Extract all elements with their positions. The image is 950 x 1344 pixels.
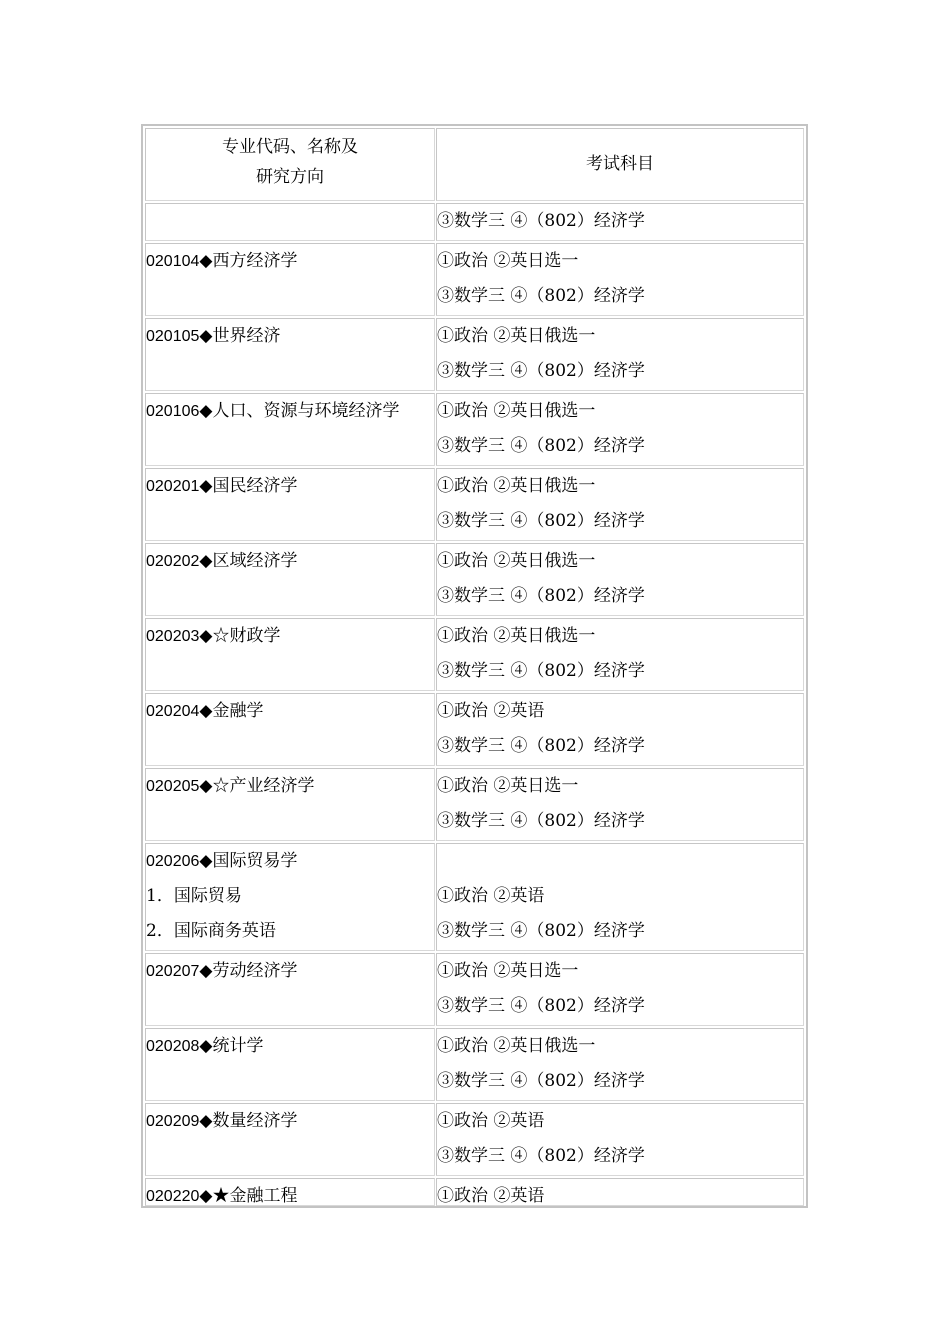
- exam-subject-line: ③数学三 ④（802）经济学: [437, 286, 645, 306]
- major-name: ◆金融学: [199, 701, 264, 721]
- major-code: 020201: [146, 478, 200, 495]
- exam-subject-line: ③数学三 ④（802）经济学: [437, 1071, 645, 1091]
- exam-subject-line: ①政治 ②英日选一: [437, 776, 579, 796]
- major-title: [146, 619, 434, 654]
- exam-subjects-cell: [436, 953, 804, 1026]
- header-exam-label: 考试科目: [586, 154, 654, 174]
- major-name: ◆国民经济学: [199, 476, 298, 496]
- table-row: [143, 1176, 806, 1206]
- major-name: ◆☆产业经济学: [199, 776, 315, 796]
- exam-subject-line: [437, 844, 803, 879]
- table-row: [143, 841, 806, 951]
- major-title: [146, 954, 434, 989]
- table-row: [143, 241, 806, 316]
- exam-subjects-cell: [436, 393, 804, 466]
- exam-subjects-cell: [436, 1178, 804, 1206]
- table-row: [143, 466, 806, 541]
- exam-subject-line: ①政治 ②英日选一: [437, 961, 579, 981]
- table-row: [143, 1101, 806, 1176]
- exam-subject-line: ③数学三 ④（802）经济学: [437, 921, 645, 941]
- exam-subject-line: ③数学三 ④（802）经济学: [437, 361, 645, 381]
- major-code: 020204: [146, 703, 200, 720]
- research-direction: 1．国际贸易: [146, 886, 242, 906]
- table-row: [143, 616, 806, 691]
- exam-subject-line: ①政治 ②英日俄选一: [437, 626, 596, 646]
- major-name: ◆国际贸易学: [199, 851, 298, 871]
- major-cell: [145, 203, 435, 241]
- exam-subjects-cell: [436, 693, 804, 766]
- major-title: [146, 694, 434, 729]
- major-code: 020203: [146, 628, 200, 645]
- major-code: 020209: [146, 1113, 200, 1130]
- exam-subject-line: ①政治 ②英日俄选一: [437, 1036, 596, 1056]
- major-cell: [145, 768, 435, 841]
- table-row: [143, 316, 806, 391]
- header-major-line-2: 研究方向: [256, 167, 324, 187]
- major-title: [146, 244, 434, 279]
- major-cell: [145, 543, 435, 616]
- major-name: ◆区域经济学: [199, 551, 298, 571]
- header-exam-cell: [436, 128, 804, 201]
- major-title: [146, 319, 434, 354]
- table-row: [143, 951, 806, 1026]
- exam-subject-line: ③数学三 ④（802）经济学: [437, 1146, 645, 1166]
- major-cell: [145, 693, 435, 766]
- major-cell: [145, 393, 435, 466]
- exam-subject-line: ①政治 ②英日俄选一: [437, 401, 596, 421]
- exam-subject-line: ③数学三 ④（802）经济学: [437, 661, 645, 681]
- major-code: 020208: [146, 1038, 200, 1055]
- exam-subjects-cell: [436, 768, 804, 841]
- major-code: 020202: [146, 553, 200, 570]
- major-cell: [145, 243, 435, 316]
- major-name: ◆世界经济: [199, 326, 281, 346]
- major-title: [146, 1029, 434, 1064]
- exam-subject-line: ③数学三 ④（802）经济学: [437, 436, 645, 456]
- exam-subjects-cell: [436, 543, 804, 616]
- major-name: ◆人口、资源与环境经济学: [199, 401, 400, 421]
- major-code: 020106: [146, 403, 200, 420]
- major-code: 020207: [146, 963, 200, 980]
- exam-subjects-cell: [436, 1103, 804, 1176]
- exam-subjects-table: [141, 124, 808, 1208]
- major-code: 020220: [146, 1188, 200, 1205]
- exam-subject-line: ①政治 ②英语: [437, 886, 545, 906]
- table-row: [143, 691, 806, 766]
- major-title: [146, 769, 434, 804]
- major-code: 020104: [146, 253, 200, 270]
- major-code: 020105: [146, 328, 200, 345]
- table-row: [143, 201, 806, 241]
- research-direction: 2．国际商务英语: [146, 921, 276, 941]
- major-name: ◆★金融工程: [199, 1186, 298, 1206]
- table-row: [143, 541, 806, 616]
- exam-subjects-cell: [436, 203, 804, 241]
- exam-subjects-cell: [436, 318, 804, 391]
- major-cell: [145, 468, 435, 541]
- exam-subjects-cell: [436, 843, 804, 951]
- major-name: ◆统计学: [199, 1036, 264, 1056]
- exam-subject-line: ①政治 ②英日选一: [437, 251, 579, 271]
- exam-subject-line: ③数学三 ④（802）经济学: [437, 996, 645, 1016]
- exam-subjects-cell: [436, 1028, 804, 1101]
- major-cell: [145, 843, 435, 951]
- major-name: ◆西方经济学: [199, 251, 298, 271]
- major-code: 020206: [146, 853, 200, 870]
- exam-subject-line: ③数学三 ④（802）经济学: [437, 511, 645, 531]
- major-cell: [145, 318, 435, 391]
- exam-subject-line: ①政治 ②英日俄选一: [437, 551, 596, 571]
- major-name: ◆数量经济学: [199, 1111, 298, 1131]
- major-cell: [145, 618, 435, 691]
- exam-subject-line: ③数学三 ④（802）经济学: [437, 586, 645, 606]
- exam-subject-line: ③数学三 ④（802）经济学: [437, 211, 645, 231]
- exam-subjects-cell: [436, 618, 804, 691]
- exam-subject-line: ③数学三 ④（802）经济学: [437, 811, 645, 831]
- header-major-line-1: 专业代码、名称及: [222, 137, 358, 157]
- major-title: [146, 394, 434, 429]
- exam-subject-line: ①政治 ②英日俄选一: [437, 326, 596, 346]
- major-code: 020205: [146, 778, 200, 795]
- exam-subject-line: ①政治 ②英语: [437, 1111, 545, 1131]
- table-row: [143, 766, 806, 841]
- major-cell: [145, 953, 435, 1026]
- major-name: ◆劳动经济学: [199, 961, 298, 981]
- exam-subject-line: ①政治 ②英语: [437, 1186, 545, 1206]
- table-header-row: [143, 126, 806, 201]
- major-cell: [145, 1103, 435, 1176]
- major-title: [146, 544, 434, 579]
- major-cell: [145, 1028, 435, 1101]
- exam-subjects-cell: [436, 243, 804, 316]
- major-title: [146, 1179, 434, 1214]
- header-major-cell: [145, 128, 435, 201]
- table-row: [143, 391, 806, 466]
- major-title: [146, 469, 434, 504]
- major-title: [146, 844, 434, 879]
- exam-subject-line: ①政治 ②英语: [437, 701, 545, 721]
- exam-subject-line: ①政治 ②英日俄选一: [437, 476, 596, 496]
- major-cell: [145, 1178, 435, 1206]
- table-row: [143, 1026, 806, 1101]
- exam-subjects-cell: [436, 468, 804, 541]
- major-name: ◆☆财政学: [199, 626, 281, 646]
- major-title: [146, 1104, 434, 1139]
- exam-subject-line: ③数学三 ④（802）经济学: [437, 736, 645, 756]
